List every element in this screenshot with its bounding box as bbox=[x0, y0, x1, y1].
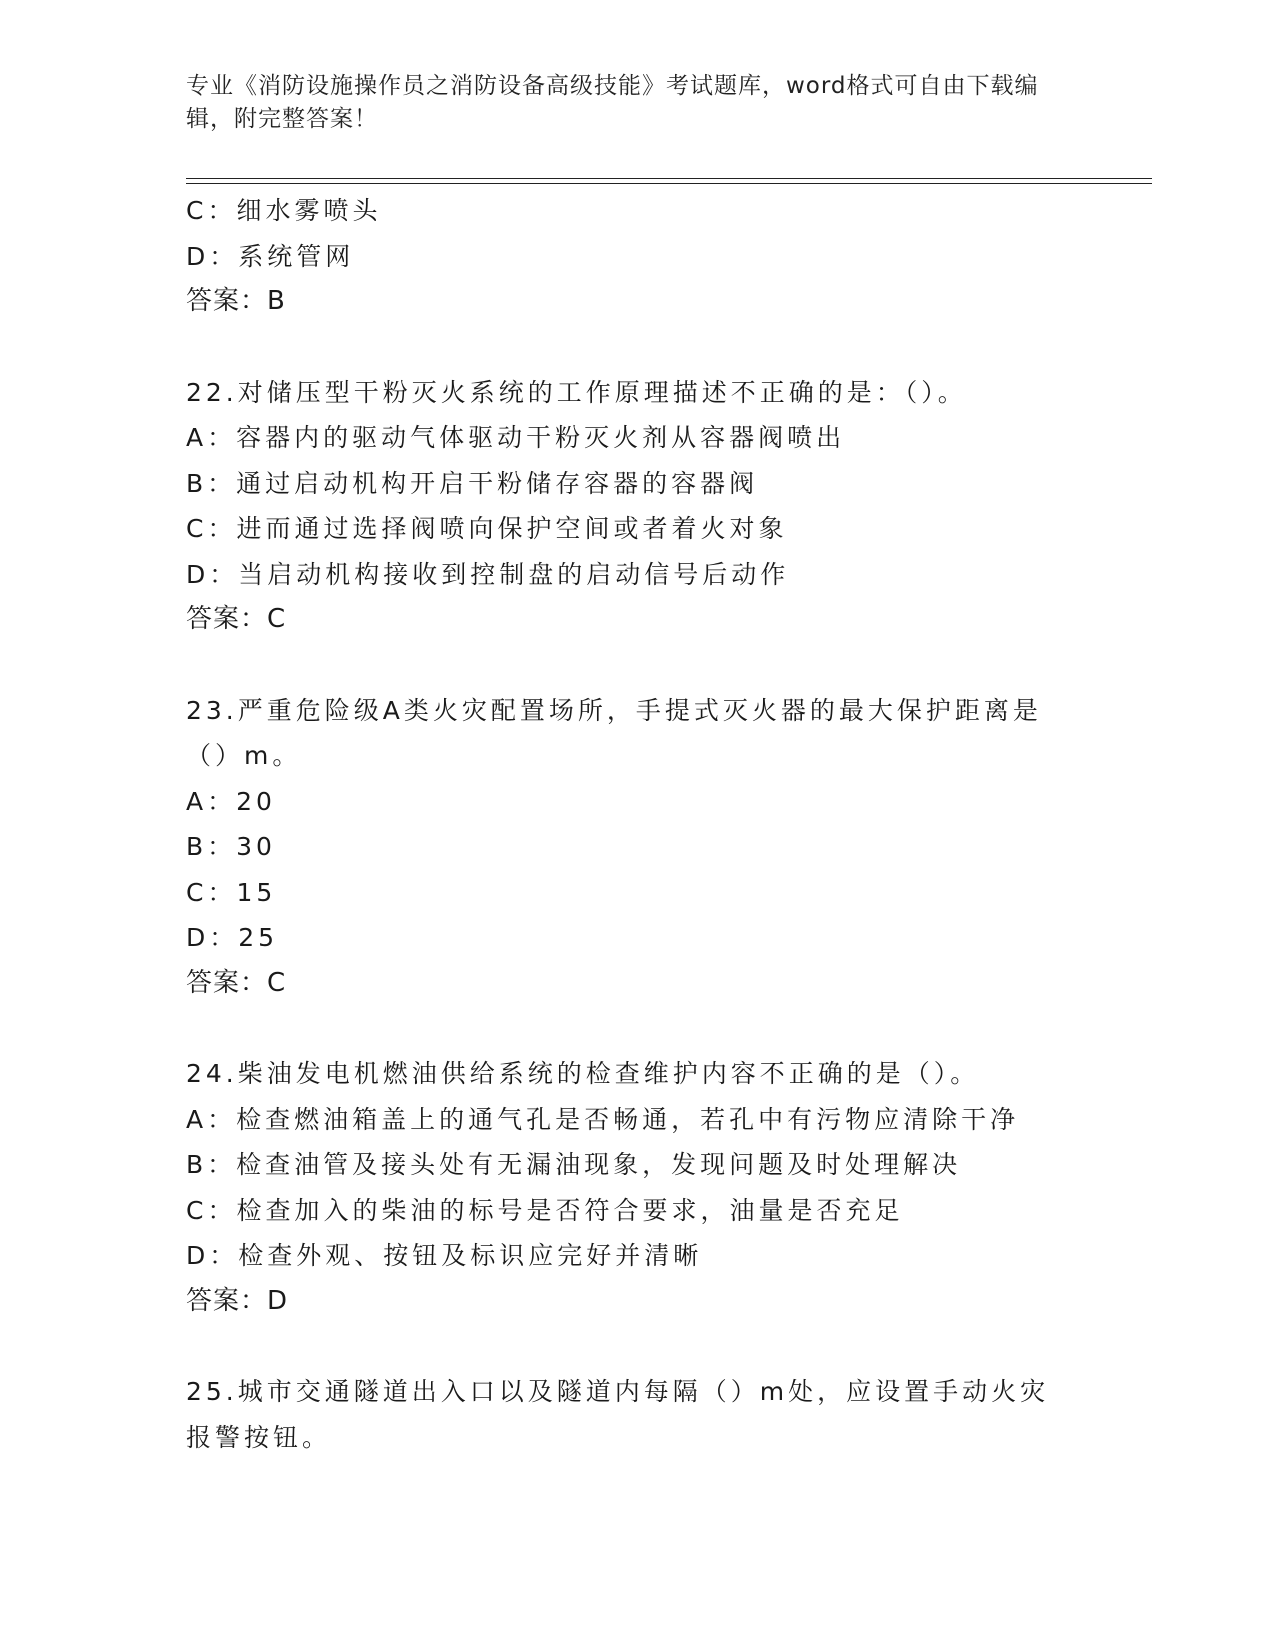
question-stem: 23.严重危险级A类火灾配置场所，手提式灭火器的最大保护距离是（）m。 bbox=[186, 695, 1042, 770]
question-stem: 22.对储压型干粉灭火系统的工作原理描述不正确的是：（）。 bbox=[186, 377, 967, 407]
question-25 bbox=[186, 1369, 1086, 1460]
option-d: D：检查外观、按钮及标识应完好并清晰 bbox=[186, 1241, 703, 1270]
option-c: C：细水雾喷头 bbox=[186, 196, 382, 225]
question-23 bbox=[186, 688, 1086, 1007]
option-c: C：进而通过选择阀喷向保护空间或者着火对象 bbox=[186, 514, 788, 543]
question-22 bbox=[186, 370, 1086, 643]
header-divider-bottom bbox=[186, 183, 1152, 184]
question-list bbox=[186, 188, 1086, 1460]
answer-line: 答案：B bbox=[186, 286, 286, 316]
option-c: C：检查加入的柴油的标号是否符合要求，油量是否充足 bbox=[186, 1195, 904, 1225]
option-a: A：容器内的驱动气体驱动干粉灭火剂从容器阀喷出 bbox=[186, 423, 846, 452]
document-header: 专业《消防设施操作员之消防设备高级技能》考试题库，word格式可自由下载编辑，附完整答案！ bbox=[186, 73, 1039, 132]
answer-line: 答案：C bbox=[186, 604, 287, 634]
question-stem: 24.柴油发电机燃油供给系统的检查维护内容不正确的是（）。 bbox=[186, 1059, 980, 1088]
option-d: D：系统管网 bbox=[186, 241, 355, 271]
answer-line: 答案：C bbox=[186, 967, 287, 998]
option-c: C：15 bbox=[186, 877, 277, 907]
question-stem: 25.城市交通隧道出入口以及隧道内每隔（）m处，应设置手动火灾报警按钮。 bbox=[186, 1377, 1050, 1452]
option-b: B：30 bbox=[186, 832, 276, 861]
option-b: B：通过启动机构开启干粉储存容器的容器阀 bbox=[186, 468, 759, 498]
option-b: B：检查油管及接头处有无漏油现象，发现问题及时处理解决 bbox=[186, 1150, 962, 1179]
question-21-tail bbox=[186, 188, 1086, 325]
option-a: A：20 bbox=[186, 786, 276, 816]
option-d: D：当启动机构接收到控制盘的启动信号后动作 bbox=[186, 559, 790, 589]
header-divider-top bbox=[186, 178, 1152, 179]
answer-line: 答案：D bbox=[186, 1285, 289, 1316]
option-a: A：检查燃油箱盖上的通气孔是否畅通，若孔中有污物应清除干净 bbox=[186, 1104, 1020, 1134]
option-d: D：25 bbox=[186, 923, 279, 952]
question-24 bbox=[186, 1051, 1086, 1324]
